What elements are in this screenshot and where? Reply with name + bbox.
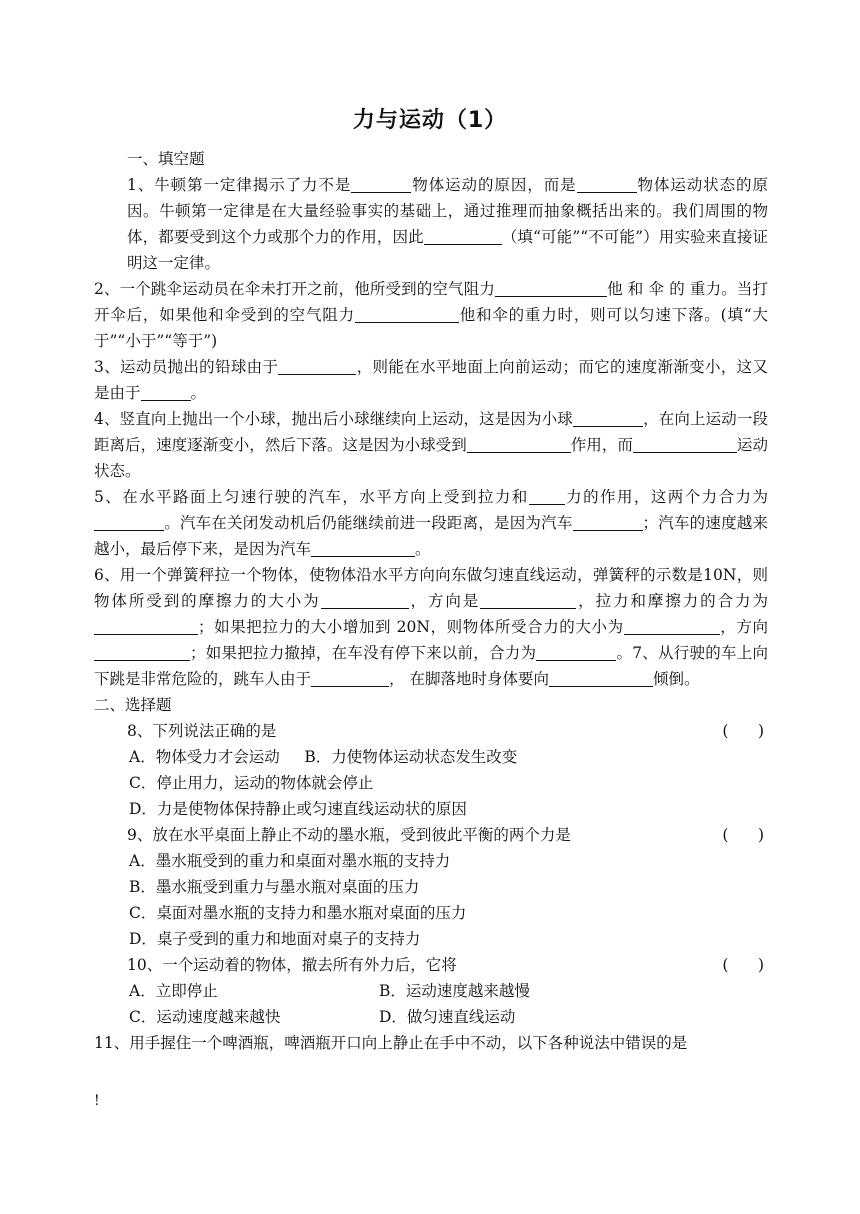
- answer-blank[interactable]: [573, 512, 643, 531]
- answer-blank[interactable]: [94, 642, 190, 661]
- answer-parentheses[interactable]: ( ): [722, 956, 764, 974]
- question-6-7: 6、用一个弹簧秤拉一个物体，使物体沿水平方向向东做匀速直线运动，弹簧秤的示数是10N，则物体所受到的摩擦力的大小为 ，方向是 ，拉力和摩擦力的合力为；如果把拉力的大小增加到 20N，则物体所受合力的大小为 ，方向；如果把拉力撤掉，在车没有停下来以前，合力为 。7、从行驶的车上向下跳是非常危险的，跳车人由于 ， 在脚落地时身体要向 倾倒。: [94, 566, 768, 688]
- option-a[interactable]: A．墨水瓶受到的重力和桌面对墨水瓶的支持力: [129, 852, 451, 870]
- option-c[interactable]: C．运动速度越来越快: [129, 1008, 281, 1026]
- answer-blank[interactable]: [467, 434, 571, 453]
- question-11-stem: 11、用手握住一个啤酒瓶，啤酒瓶开口向上静止在手中不动，以下各种说法中错误的是: [94, 1034, 688, 1052]
- answer-blank[interactable]: [573, 408, 643, 427]
- page-title: 力与运动（1）: [352, 108, 508, 133]
- answer-parentheses[interactable]: ( ): [722, 722, 764, 740]
- question-8-options-ab: [94, 744, 768, 770]
- answer-blank[interactable]: [351, 174, 411, 193]
- question-8-stem: 8、下列说法正确的是 ( ): [94, 718, 768, 744]
- answer-blank[interactable]: [495, 278, 607, 297]
- answer-blank[interactable]: [311, 538, 415, 557]
- answer-blank[interactable]: [311, 668, 389, 687]
- answer-blank[interactable]: [321, 590, 409, 609]
- option-c[interactable]: C．桌面对墨水瓶的支持力和墨水瓶对桌面的压力: [129, 904, 467, 922]
- answer-blank[interactable]: [549, 668, 653, 687]
- document-body: [94, 146, 768, 1056]
- answer-blank[interactable]: [633, 434, 737, 453]
- section-heading-choice: 二、选择题: [94, 696, 172, 714]
- option-d[interactable]: D．做匀速直线运动: [379, 1008, 516, 1026]
- option-d[interactable]: D．桌子受到的重力和地面对桌子的支持力: [129, 930, 421, 948]
- question-1: 1、牛顿第一定律揭示了力不是 物体运动的原因，而是 物体运动状态的原因。牛顿第一定律是在大量经验事实的基础上，通过推理而抽象概括出来的。我们周围的物体，都要受到这个力或那个力的作用，因此 （填“可能”“不可能”）用实验来直接证明这一定律。: [127, 176, 768, 272]
- question-4: 4、竖直向上抛出一个小球，抛出后小球继续向上运动，这是因为小球 ，在向上运动一段距离后，速度逐渐变小，然后下落。这是因为小球受到 作用，而 运动状态。: [94, 410, 768, 480]
- answer-blank[interactable]: [94, 512, 164, 531]
- answer-blank[interactable]: [529, 486, 565, 505]
- answer-parentheses[interactable]: ( ): [722, 826, 764, 844]
- option-b[interactable]: B．运动速度越来越慢: [379, 982, 530, 1000]
- answer-blank[interactable]: [424, 226, 502, 245]
- answer-blank[interactable]: [355, 304, 459, 323]
- option-b[interactable]: B．墨水瓶受到重力与墨水瓶对桌面的压力: [129, 878, 420, 896]
- question-10-options-cd: [94, 1004, 768, 1030]
- footer-mark: !: [94, 1093, 100, 1109]
- answer-blank[interactable]: [536, 642, 616, 661]
- question-3: 3、运动员抛出的铅球由于 ，则能在水平地面上向前运动；而它的速度渐渐变小，这又是由于 。: [94, 358, 768, 402]
- section-heading-fill-in: 一、填空题: [127, 150, 205, 168]
- answer-blank[interactable]: [577, 174, 637, 193]
- option-b[interactable]: B．力使物体运动状态发生改变: [304, 748, 518, 766]
- answer-blank[interactable]: [278, 356, 356, 375]
- question-2: 2、一个跳伞运动员在伞未打开之前，他所受到的空气阻力 他 和 伞 的 重力。当打开伞后，如果他和伞受到的空气阻力 他和伞的重力时，则可以匀速下落。(填“大于”“小于”“等于”): [94, 280, 768, 350]
- question-10-stem: 10、一个运动着的物体，撤去所有外力后，它将 ( ): [94, 952, 768, 978]
- option-c[interactable]: C．停止用力，运动的物体就会停止: [129, 774, 374, 792]
- option-a[interactable]: A．立即停止: [129, 982, 218, 1000]
- option-d[interactable]: D．力是使物体保持静止或匀速直线运动状的原因: [129, 800, 467, 818]
- question-9-stem: 9、放在水平桌面上静止不动的墨水瓶，受到彼此平衡的两个力是 ( ): [94, 822, 768, 848]
- answer-blank[interactable]: [624, 616, 720, 635]
- question-5: 5、在水平路面上匀速行驶的汽车，水平方向上受到拉力和 力的作用，这两个力合力为。汽车在关闭发动机后仍能继续前进一段距离，是因为汽车 ；汽车的速度越来越小，最后停下来，是因为汽车 。: [94, 488, 768, 558]
- answer-blank[interactable]: [141, 382, 191, 401]
- option-a[interactable]: A．物体受力才会运动: [129, 748, 280, 766]
- answer-blank[interactable]: [480, 590, 576, 609]
- question-10-options-ab: [94, 978, 768, 1004]
- answer-blank[interactable]: [94, 616, 198, 635]
